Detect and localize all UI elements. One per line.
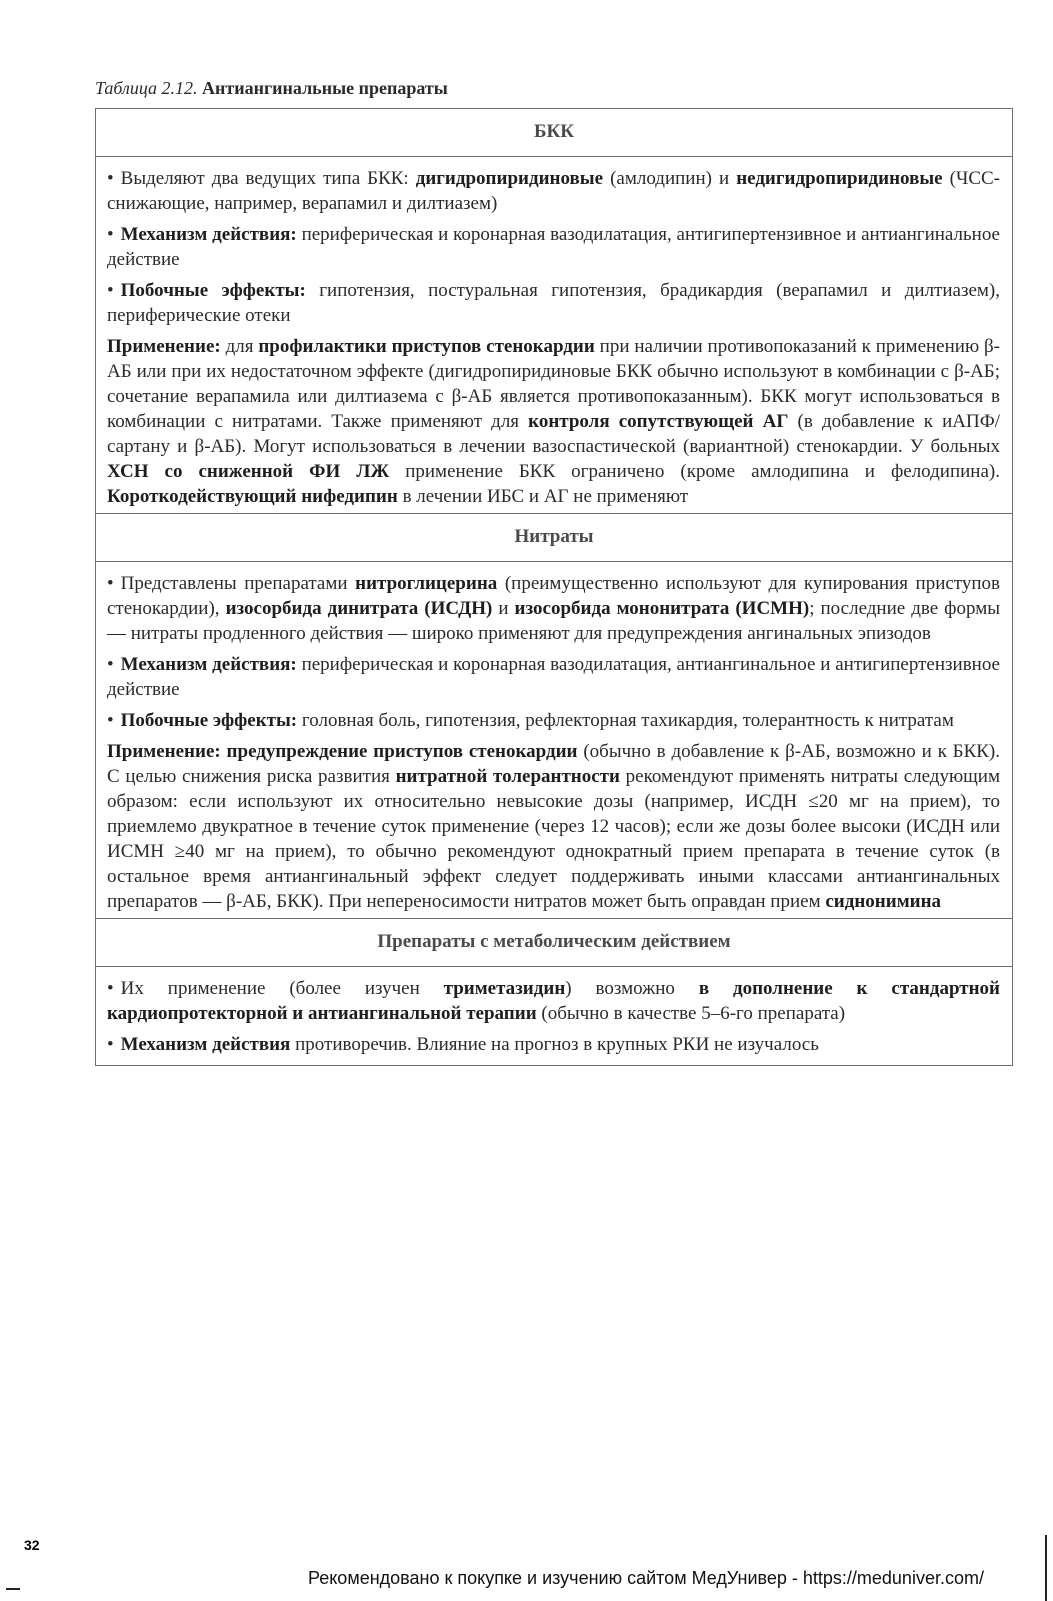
text-segment: Их применение (более изучен: [120, 978, 444, 999]
section-header: БКК: [96, 109, 1012, 157]
text-segment: головная боль, гипотензия, рефлекторная тахикардия, толерантность к нитратам: [297, 710, 954, 731]
bullet-item: [107, 222, 1000, 272]
bold-text: Механизм действия: [120, 1034, 291, 1055]
bold-text: недигидропиридиновые: [736, 168, 943, 189]
section-body: [96, 562, 1012, 919]
bold-text: изосорбида динитрата (ИСДН): [225, 598, 493, 619]
bold-text: нитроглицерина: [355, 573, 498, 594]
text-segment: (амлодипин) и: [603, 168, 737, 189]
bold-text: Побочные эффекты:: [120, 710, 298, 731]
bold-text: нитратной толерантности: [395, 766, 620, 787]
page-number: 32: [24, 1537, 40, 1553]
bullet-item: [107, 976, 1000, 1026]
text-segment: (обычно в качестве 5–6-го препарата): [536, 1003, 846, 1024]
table-title: Антиангинальные препараты: [202, 78, 448, 98]
bullet-item: [107, 652, 1000, 702]
bold-text: Побочные эффекты:: [120, 280, 306, 301]
text-segment: ; последние две формы — нитраты продленного действия — широко применяют для предупреждения ангинальных эпизодов: [107, 598, 1000, 644]
bullet-item: [107, 708, 1000, 733]
bold-text: изосорбида мононитрата (ИСМН): [514, 598, 810, 619]
bold-text: контроля сопутствующей АГ: [528, 411, 789, 432]
table-caption: [95, 76, 448, 100]
corner-mark: [6, 1588, 20, 1593]
text-segment: (обычно в добавление к β-АБ, возможно и к БКК). С целью снижения риска развития: [107, 741, 1001, 787]
text-segment: и: [492, 598, 515, 619]
drug-table: [95, 108, 1013, 1066]
section-header: Нитраты: [96, 514, 1012, 562]
bold-text: дигидропиридиновые: [415, 168, 604, 189]
text-segment: Представлены препаратами: [120, 573, 356, 594]
table-number: Таблица 2.12.: [95, 78, 198, 98]
section-header: Препараты с метаболическим действием: [96, 919, 1012, 967]
text-segment: ) возможно: [565, 978, 699, 999]
text-segment: гипотензия, постуральная гипотензия, брадикардия (верапамил и дилтиазем), периферические отеки: [107, 280, 1000, 326]
text-segment: при наличии противопоказаний к применению β-АБ или при их недостаточном эффекте (дигидропиридиновые БКК обычно используют в комбинации с β-АБ; сочетание верапамила или дилтиазема с β-АБ является противопоказанным). БКК могут использоваться в комбинации с нитратами. Также применяют для: [107, 336, 1001, 432]
paragraph: [107, 739, 1000, 914]
bullet-item: [107, 571, 1000, 646]
text-segment: противоречив. Влияние на прогноз в крупных РКИ не изучалось: [290, 1034, 819, 1055]
bold-text: Применение:: [107, 336, 221, 357]
section-body: [96, 157, 1012, 514]
bold-text: Механизм действия:: [120, 224, 297, 245]
footer-note: Рекомендовано к покупке и изучению сайтом МедУнивер - https://meduniver.com/: [308, 1568, 984, 1588]
text-segment: (в добавление к иАПФ/сартану и β-АБ). Могут использоваться в лечении вазоспастической (вариантной) стенокардии. У больных: [107, 411, 1000, 457]
text-segment: применение БКК ограничено (кроме амлодипина и фелодипина).: [389, 461, 1000, 482]
bold-text: Механизм действия:: [120, 654, 297, 675]
bold-text: в дополнение к стандартной кардиопротекторной и антиангинальной терапии: [107, 978, 1000, 1024]
bold-text: Короткодействующий нифедипин: [107, 486, 398, 507]
bold-text: сиднонимина: [825, 891, 942, 912]
text-segment: в лечении ИБС и АГ не применяют: [397, 486, 689, 507]
bold-text: триметазидин: [443, 978, 566, 999]
bullet-item: [107, 1032, 1000, 1057]
text-segment: периферическая и коронарная вазодилатация, антиангинальное и антигипертензивное действие: [107, 654, 1000, 700]
paragraph: [107, 334, 1000, 509]
bullet-item: [107, 278, 1000, 328]
page-edge-line: [1045, 1535, 1047, 1601]
bullet-item: [107, 166, 1000, 216]
text-segment: Выделяют два ведущих типа БКК:: [120, 168, 416, 189]
bold-text: профилактики приступов стенокардии: [258, 336, 595, 357]
text-segment: рекомендуют применять нитраты следующим образом: если используют их относительно невысокие дозы (например, ИСДН ≤20 мг на прием), то приемлемо двукратное в течение суток применение (через 12 часов); если же дозы более высоки (ИСДН или ИСМН ≥40 мг на прием), то обычно рекомендуют однократный прием препарата в течение суток (в остальное время антиангинальный эффект следует поддерживать иными классами антиангинальных препаратов — β-АБ, БКК). При непереносимости нитратов может быть оправдан прием: [107, 766, 1000, 912]
text-segment: для: [220, 336, 259, 357]
bold-text: ХСН со сниженной ФИ ЛЖ: [107, 461, 390, 482]
bold-text: Применение: предупреждение приступов стенокардии: [107, 741, 578, 762]
text-segment: (ЧСС-снижающие, например, верапамил и дилтиазем): [107, 168, 1000, 214]
section-body: [96, 967, 1012, 1065]
text-segment: периферическая и коронарная вазодилатация, антигипертензивное и антиангинальное действие: [107, 224, 1000, 270]
text-segment: (преимущественно используют для купирования приступов стенокардии),: [107, 573, 1000, 619]
